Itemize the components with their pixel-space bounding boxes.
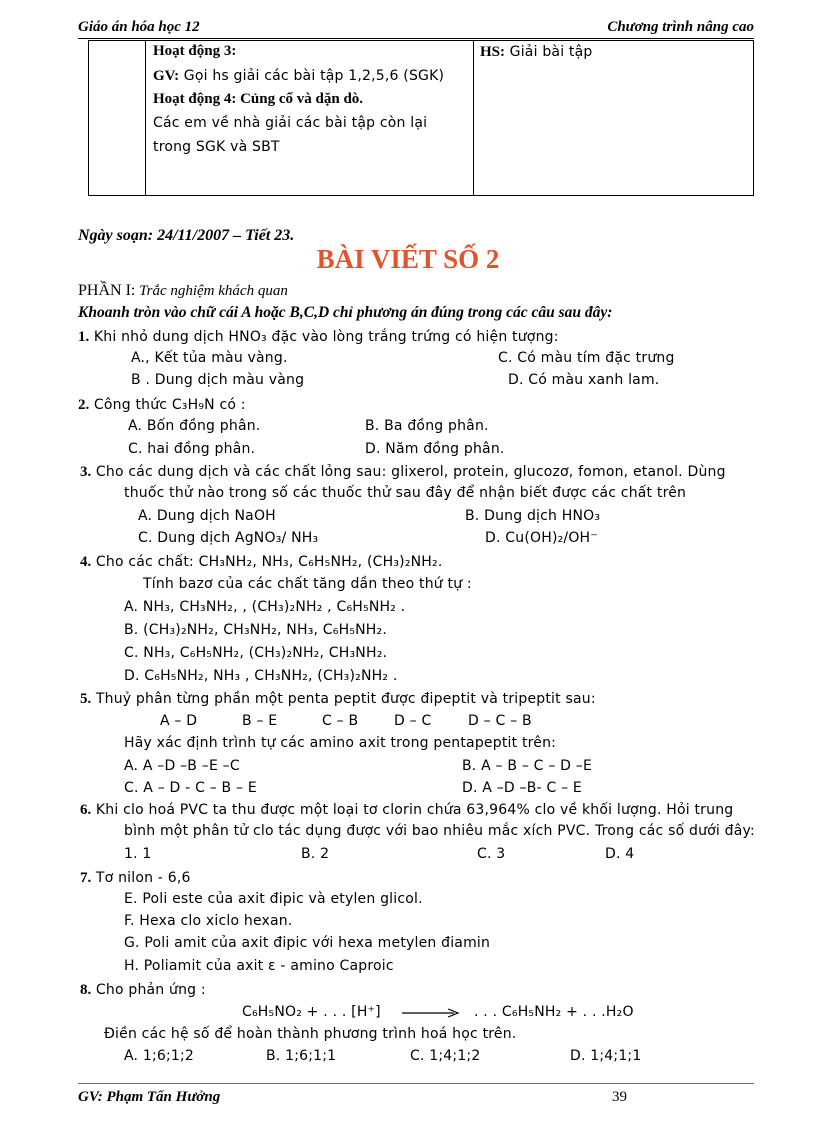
q1-text: Khi nhỏ dung dịch HNO₃ đặc vào lòng trắng trứng có hiện tượng: [89, 329, 559, 345]
plan-cell-teacher [146, 41, 474, 196]
question-5 [80, 690, 596, 708]
q5-text-line2: Hãy xác định trình tự các amino axit trong pentapeptit trên: [124, 735, 557, 751]
part1-subtitle: Trắc nghiệm khách quan [135, 283, 288, 299]
peptide-5: D – C – B [468, 713, 532, 729]
lesson-date: Ngày soạn: 24/11/2007 – Tiết 23. [78, 227, 295, 244]
q7-option-g: G. Poli amit của axit đipic với hexa metylen điamin [124, 935, 491, 951]
q1-option-a: A., Kết tủa màu vàng. [131, 350, 288, 366]
q5-option-a: A. A –D –B –E –C [124, 758, 240, 774]
instruction: Khoanh tròn vào chữ cái A hoặc B,C,D chỉ phương án đúng trong các câu sau đây: [78, 304, 613, 321]
q3-option-c: C. Dung dịch AgNO₃/ NH₃ [138, 530, 319, 546]
q2-num: 2. [78, 397, 90, 413]
q8-num: 8. [80, 982, 92, 998]
homework-line1: Các em về nhà giải các bài tập còn lại [153, 115, 428, 131]
header-rule [78, 38, 754, 39]
q5-option-b: B. A – B – C – D –E [462, 758, 593, 774]
q6-option-c: C. 3 [477, 846, 506, 862]
footer-author: GV: Phạm Tấn Hưởng [78, 1089, 221, 1105]
q3-num: 3. [80, 464, 92, 480]
q5-option-c: C. A – D - C – B – E [124, 780, 257, 796]
equation-right: . . . C₆H₅NH₂ + . . .H₂O [474, 1004, 634, 1020]
q6-option-b: B. 2 [301, 846, 330, 862]
gv-text: Gọi hs giải các bài tập 1,2,5,6 (SGK) [179, 68, 445, 84]
q3-text: Cho các dung dịch và các chất lỏng sau: glixerol, protein, glucozơ, fomon, etanol. Dùng [91, 464, 726, 480]
question-7 [80, 869, 191, 887]
q1-num: 1. [78, 329, 90, 345]
footer-rule [78, 1083, 754, 1084]
q4-option-c: C. NH₃, C₆H₅NH₂, (CH₃)₂NH₂, CH₃NH₂. [124, 645, 388, 661]
q8-text-line2: Điền các hệ số để hoàn thành phương trình hoá học trên. [104, 1026, 517, 1042]
hs-label: HS: [480, 44, 506, 60]
q2-option-b: B. Ba đồng phân. [365, 418, 489, 434]
q5-num: 5. [80, 691, 92, 707]
q2-option-c: C. hai đồng phân. [128, 441, 256, 457]
q2-option-a: A. Bốn đồng phân. [128, 418, 261, 434]
question-4 [80, 553, 443, 571]
q8-option-a: A. 1;6;1;2 [124, 1048, 195, 1064]
q3-text-line2: thuốc thử nào trong số các thuốc thử sau đây để nhận biết được các chất trên [124, 485, 687, 501]
q4-text-line2: Tính bazơ của các chất tăng dần theo thứ tự : [143, 576, 472, 592]
q4-num: 4. [80, 554, 92, 570]
q6-text-line2: bình một phân tử clo tác dụng được với bao nhiêu mắc xích PVC. Trong các số dưới đây: [124, 823, 755, 839]
q8-option-c: C. 1;4;1;2 [410, 1048, 481, 1064]
q7-text: Tơ nilon - 6,6 [91, 870, 191, 886]
reaction-arrow-icon [402, 1008, 460, 1018]
q4-text: Cho các chất: CH₃NH₂, NH₃, C₆H₅NH₂, (CH₃)₂NH₂. [91, 554, 443, 570]
question-2 [78, 396, 246, 414]
peptide-1: A – D [160, 713, 198, 729]
q6-option-a: 1. 1 [124, 846, 152, 862]
q8-text: Cho phản ứng : [91, 982, 206, 998]
gv-label: GV: [153, 68, 180, 84]
q2-option-d: D. Năm đồng phân. [365, 441, 505, 457]
homework-line2: trong SGK và SBT [153, 139, 280, 155]
peptide-4: D – C [394, 713, 432, 729]
q3-option-a: A. Dung dịch NaOH [138, 508, 276, 524]
q1-option-d: D. Có màu xanh lam. [508, 372, 660, 388]
q5-option-d: D. A –D –B- C – E [462, 780, 582, 796]
part1-label: PHẦN I: [78, 282, 136, 299]
q1-option-b: B . Dung dịch màu vàng [131, 372, 305, 388]
plan-cell-empty [89, 41, 146, 196]
q7-option-f: F. Hexa clo xiclo hexan. [124, 913, 293, 929]
q3-option-d: D. Cu(OH)₂/OH⁻ [485, 530, 598, 546]
q8-option-d: D. 1;4;1;1 [570, 1048, 642, 1064]
equation-left: C₆H₅NO₂ + . . . [H⁺] [242, 1004, 381, 1020]
q7-num: 7. [80, 870, 92, 886]
q7-option-h: H. Poliamit của axit ε - amino Caproic [124, 958, 394, 974]
page-title: BÀI VIẾT SỐ 2 [316, 244, 500, 274]
part1-heading [78, 282, 288, 300]
question-6 [80, 801, 733, 819]
peptide-2: B – E [242, 713, 278, 729]
activity4-label: Hoạt động 4: Củng cố và dặn dò. [153, 91, 364, 107]
page-number: 39 [612, 1089, 627, 1105]
q6-text: Khi clo hoá PVC ta thu được một loại tơ clorin chứa 63,964% clo về khối lượng. Hỏi trung [91, 802, 734, 818]
q8-option-b: B. 1;6;1;1 [266, 1048, 337, 1064]
q7-option-e: E. Poli este của axit đipic và etylen glicol. [124, 891, 423, 907]
lesson-plan-table [88, 40, 754, 196]
q4-option-d: D. C₆H₅NH₂, NH₃ , CH₃NH₂, (CH₃)₂NH₂ . [124, 668, 398, 684]
q6-option-d: D. 4 [605, 846, 635, 862]
activity3-label: Hoạt động 3: [153, 43, 237, 59]
plan-cell-student [474, 41, 754, 196]
q1-option-c: C. Có màu tím đặc trưng [498, 350, 675, 366]
q3-option-b: B. Dung dịch HNO₃ [465, 508, 601, 524]
q4-option-b: B. (CH₃)₂NH₂, CH₃NH₂, NH₃, C₆H₅NH₂. [124, 622, 387, 638]
question-8 [80, 981, 206, 999]
peptide-3: C – B [322, 713, 359, 729]
question-3 [80, 463, 726, 481]
hs-text: Giải bài tập [505, 44, 593, 60]
header-right: Chương trình nâng cao [607, 19, 754, 35]
q4-option-a: A. NH₃, CH₃NH₂, , (CH₃)₂NH₂ , C₆H₅NH₂ . [124, 599, 406, 615]
q5-text: Thuỷ phân từng phần một penta peptit được đipeptit và tripeptit sau: [91, 691, 596, 707]
header-left: Giáo án hóa học 12 [78, 19, 200, 35]
q6-num: 6. [80, 802, 92, 818]
q2-text: Công thức C₃H₉N có : [89, 397, 246, 413]
question-1 [78, 328, 559, 346]
